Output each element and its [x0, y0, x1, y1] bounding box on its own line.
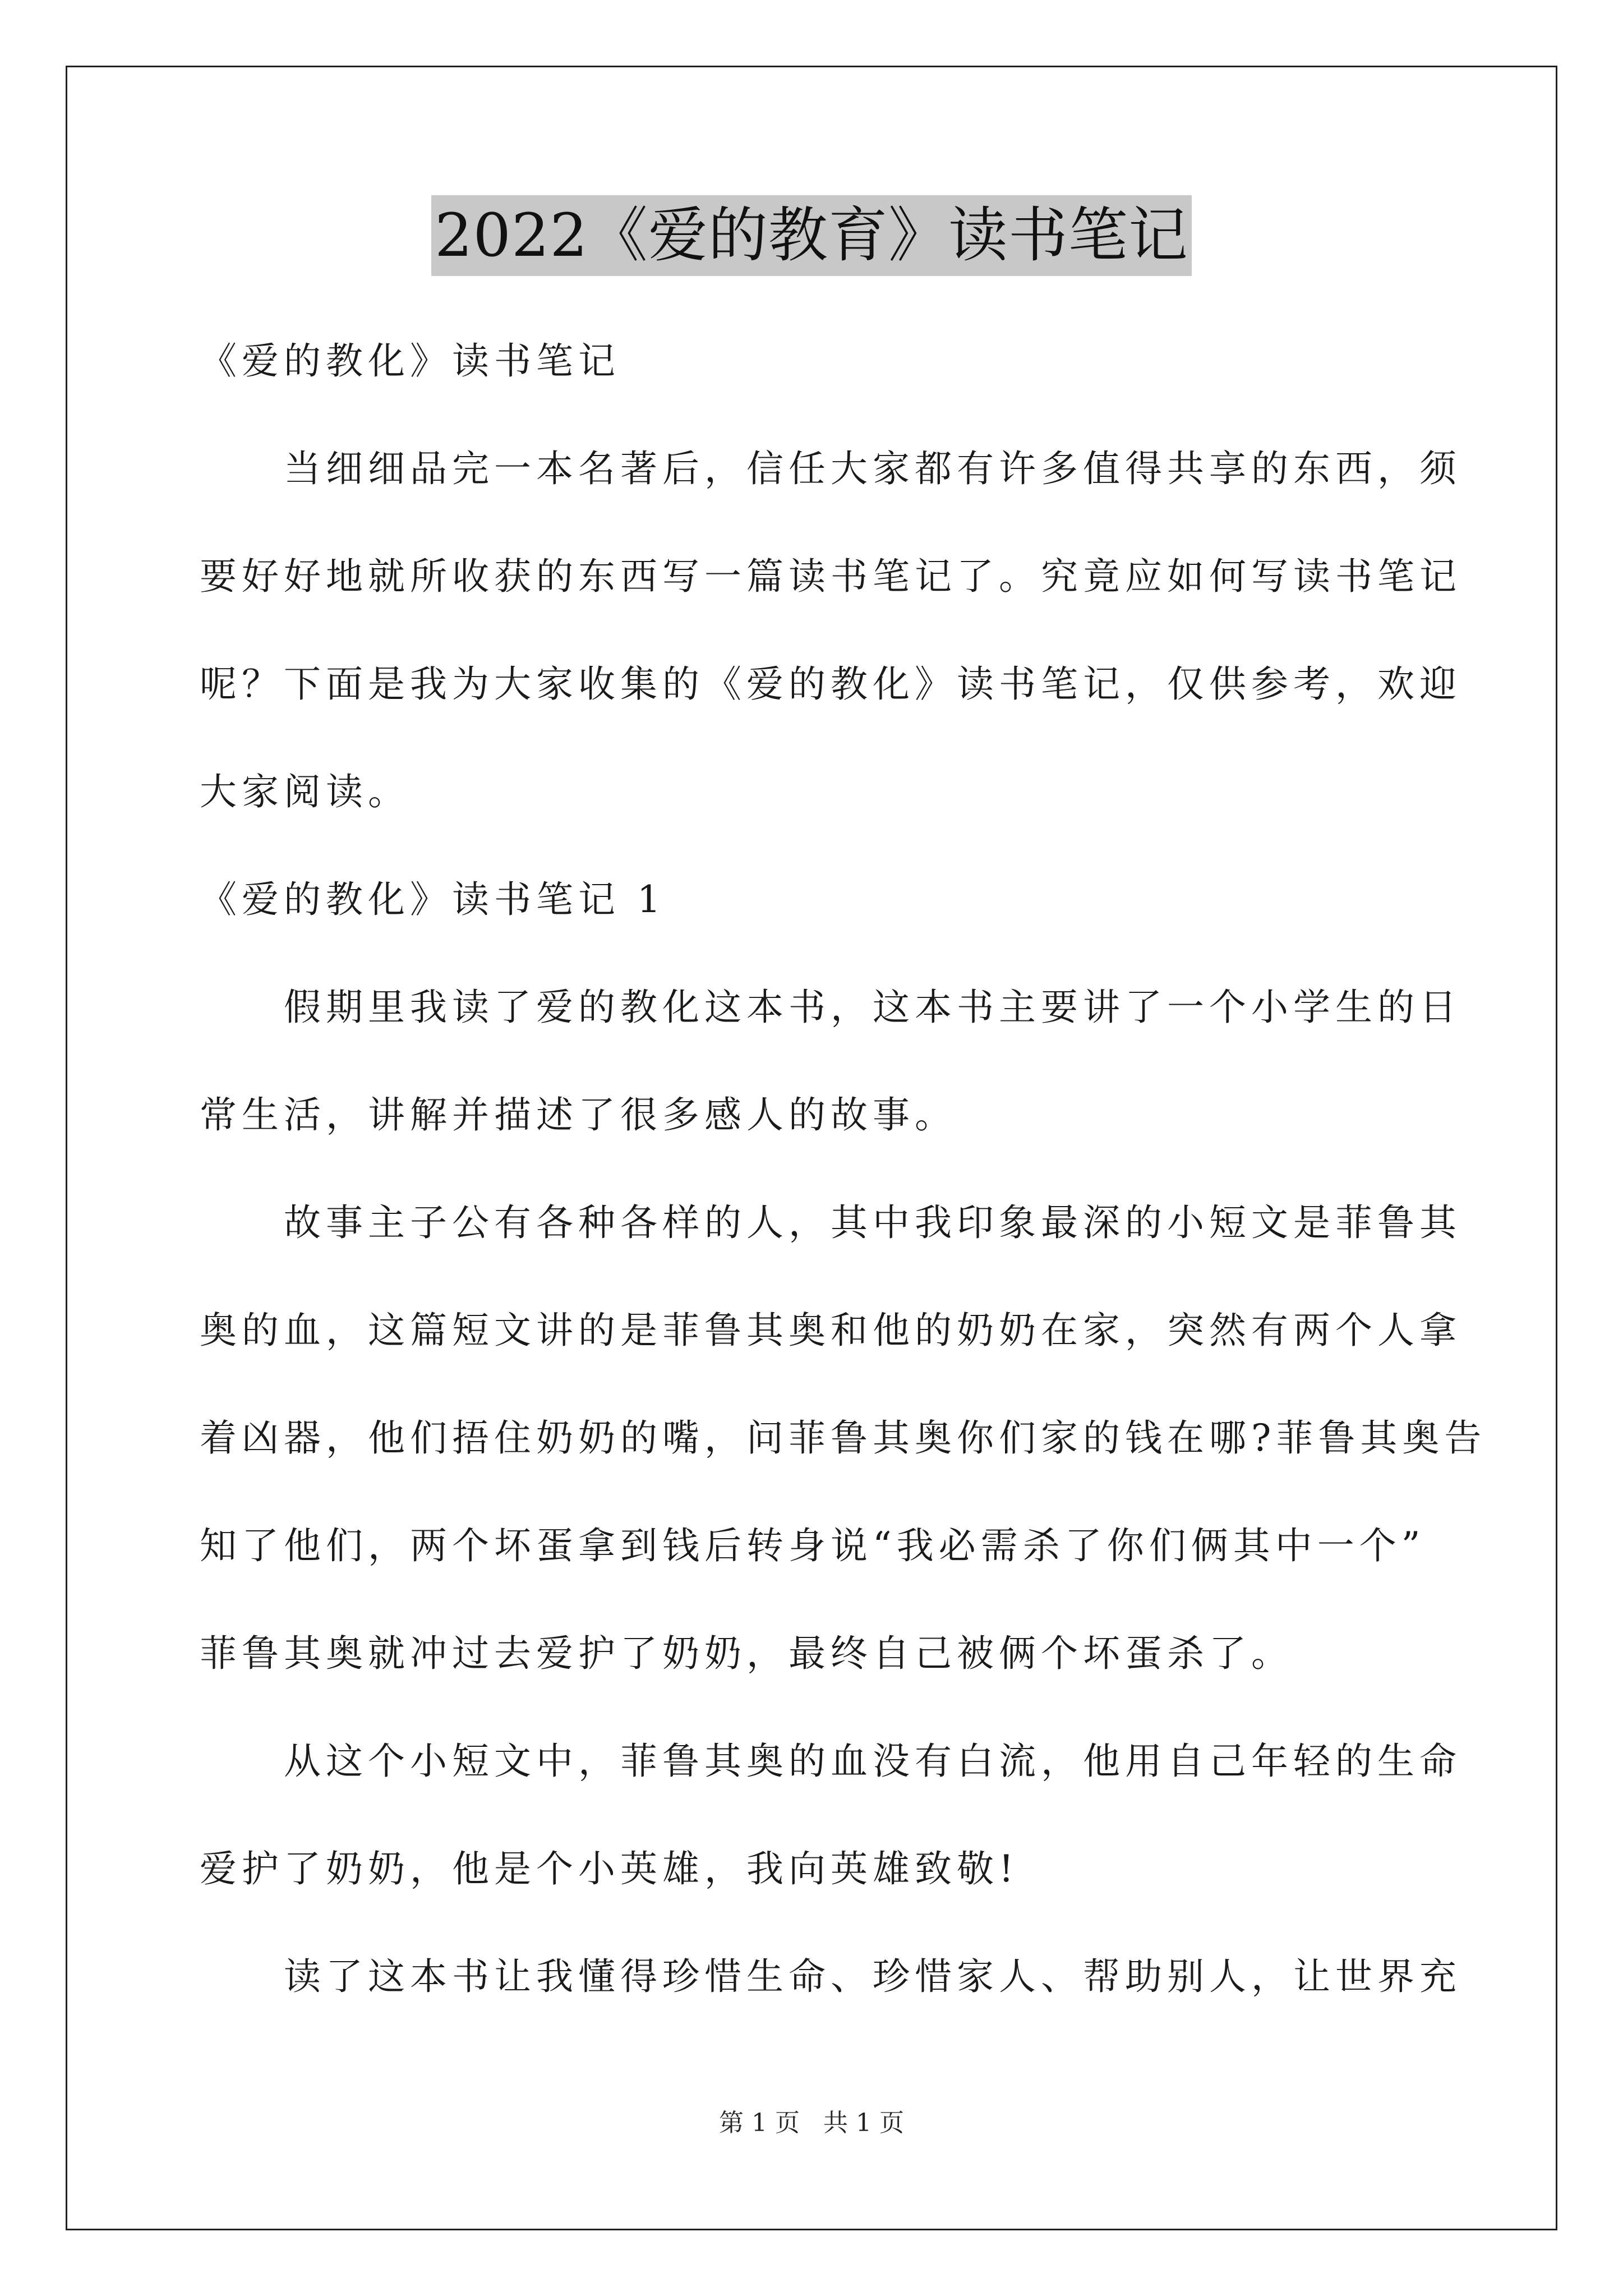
text-line: 知了他们，两个坏蛋拿到钱后转身说“我必需杀了你们俩其中一个” [200, 1524, 1426, 1567]
text-line: 奥的血，这篇短文讲的是菲鲁其奥和他的奶奶在家，突然有两个人拿 [200, 1309, 1461, 1352]
text-line: 大家阅读。 [200, 770, 410, 813]
title-container [0, 195, 1623, 276]
text-line: 常生活，讲解并描述了很多感人的故事。 [200, 1093, 957, 1137]
page-footer [0, 2106, 1623, 2140]
text-line: 爱护了奶奶，他是个小英雄，我向英雄致敬! [200, 1847, 1019, 1890]
text-line: 故事主子公有各种各样的人，其中我印象最深的小短文是菲鲁其 [284, 1201, 1461, 1244]
text-line: 要好好地就所收获的东西写一篇读书笔记了。究竟应如何写读书笔记 [200, 555, 1461, 598]
text-line: 当细细品完一本名著后，信任大家都有许多值得共享的东西，须 [284, 447, 1461, 490]
text-line: 从这个小短文中，菲鲁其奥的血没有白流，他用自己年轻的生命 [284, 1740, 1461, 1783]
text-line: 假期里我读了爱的教化这本书，这本书主要讲了一个小学生的日 [284, 986, 1461, 1029]
text-line: 《爱的教化》读书笔记 1 [200, 878, 666, 921]
document-title: 2022《爱的教育》读书笔记 [431, 195, 1192, 276]
text-line: 菲鲁其奥就冲过去爱护了奶奶，最终自己被俩个坏蛋杀了。 [200, 1632, 1293, 1675]
text-line: 着凶器，他们捂住奶奶的嘴，问菲鲁其奥你们家的钱在哪?菲鲁其奥告 [200, 1416, 1487, 1460]
text-line: 呢？下面是我为大家收集的《爱的教化》读书笔记，仅供参考，欢迎 [200, 662, 1461, 706]
page-number: 第 1 页 [719, 2109, 800, 2137]
text-line: 读了这本书让我懂得珍惜生命、珍惜家人、帮助别人，让世界充 [284, 1955, 1461, 1998]
document-body [200, 307, 1487, 2031]
page-total: 共 1 页 [823, 2109, 904, 2137]
text-line: 《爱的教化》读书笔记 [200, 339, 620, 383]
